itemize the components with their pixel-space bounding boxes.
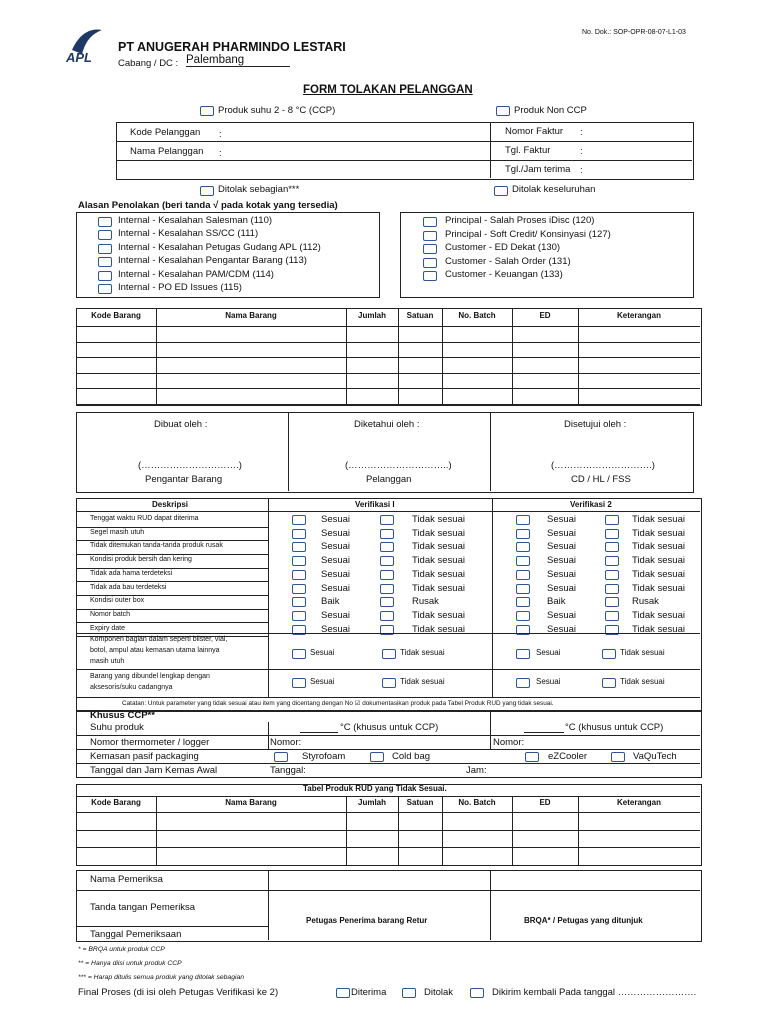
rud-table-header: Keterangan <box>616 798 662 807</box>
v2-no-checkbox[interactable] <box>605 556 619 566</box>
tgl-jam-terima-colon: : <box>580 165 583 176</box>
ccp-temp-text-v1: °C (khusus untuk CCP) <box>340 722 439 733</box>
ccp-title: Khusus CCP** <box>90 710 155 721</box>
table-rule <box>76 812 700 813</box>
ccp-nomor-v1[interactable]: Nomor: <box>270 737 302 748</box>
table-rule <box>76 326 700 327</box>
verification-desc: Tidak ditemukan tanda-tanda produk rusak <box>90 542 223 550</box>
final-accepted-checkbox[interactable] <box>336 988 350 998</box>
verification-desc: Kondisi produk bersih dan kering <box>90 556 192 564</box>
item-table-header: Nama Barang <box>225 311 277 320</box>
footnote-2: ** = Hanya diisi untuk produk CCP <box>78 960 182 967</box>
v2-ok-checkbox[interactable] <box>516 597 530 607</box>
reason-label: Internal - PO ED Issues (115) <box>118 282 242 293</box>
final-accepted-label: Diterima <box>351 987 387 998</box>
v1-no-checkbox[interactable] <box>380 611 394 621</box>
item-table-header: ED <box>539 311 551 320</box>
rud-table-header: Jumlah <box>357 798 387 807</box>
tgl-faktur-label: Tgl. Faktur <box>505 145 551 156</box>
v2-ok-label: Sesuai <box>547 527 577 539</box>
ezcooler-label: eZCooler <box>548 751 588 762</box>
examiner-sign-label: Tanda tangan Pemeriksa <box>90 902 196 913</box>
ccp-tanggal-field[interactable]: Tanggal: <box>270 765 306 776</box>
v2-no-label: Tidak sesuai <box>632 541 685 553</box>
v2-ok-label: Sesuai <box>547 555 577 567</box>
ccp-temp-field-v1[interactable] <box>300 732 338 733</box>
reason-label: Customer - Salah Order (131) <box>445 255 571 267</box>
bundle-desc-1: Barang yang dibundel lengkap dengan <box>90 673 210 680</box>
long1-v1-ok-label: Sesuai <box>310 648 335 657</box>
sign-blank-2[interactable]: (…………………………..) <box>345 460 452 471</box>
reason-label: Internal - Kesalahan Salesman (110) <box>118 215 273 226</box>
v2-no-label: Tidak sesuai <box>632 609 685 621</box>
v2-ok-checkbox[interactable] <box>516 542 530 552</box>
long1-v1-no-checkbox[interactable] <box>382 649 396 659</box>
v1-ok-checkbox[interactable] <box>292 570 306 580</box>
sign-blank-3[interactable]: (………………………….) <box>551 460 655 471</box>
v1-ok-label: Sesuai <box>321 555 351 567</box>
v2-ok-checkbox[interactable] <box>516 556 530 566</box>
reason-label: Customer - Keuangan (133) <box>445 269 563 281</box>
v2-no-label: Tidak sesuai <box>632 514 685 525</box>
styrofoam-label: Styrofoam <box>302 751 346 762</box>
rud-table-header: Nama Barang <box>225 798 277 807</box>
v1-no-checkbox[interactable] <box>380 584 394 594</box>
ccp-jam-field[interactable]: Jam: <box>466 765 487 776</box>
styrofoam-checkbox[interactable] <box>274 752 288 762</box>
table-col-rule <box>398 796 399 865</box>
v1-no-label: Tidak sesuai <box>412 623 465 635</box>
sign-blank-1[interactable]: (………………………….) <box>138 460 242 471</box>
table-col-rule <box>578 309 579 404</box>
long1-v2-no-checkbox[interactable] <box>602 649 616 659</box>
product-ccp-label: Produk suhu 2 - 8 °C (CCP) <box>218 105 336 116</box>
product-nonccp-checkbox[interactable] <box>496 106 510 116</box>
long2-v1-ok-checkbox[interactable] <box>292 678 306 688</box>
reason-checkbox[interactable] <box>98 271 112 281</box>
v2-ok-label: Sesuai <box>547 582 577 594</box>
long1-v2-no-label: Tidak sesuai <box>620 648 665 657</box>
row-rule <box>76 622 268 623</box>
table-col-rule <box>398 309 399 404</box>
table-rule <box>76 830 700 831</box>
inner-component-desc-3: masih utuh <box>90 658 125 665</box>
item-table-header: No. Batch <box>458 311 496 320</box>
reason-label: Principal - Soft Credit/ Konsinyasi (127) <box>445 228 611 240</box>
branch-value[interactable]: Palembang <box>186 54 290 67</box>
v2-no-label: Tidak sesuai <box>632 527 685 539</box>
verification-desc: Tidak ada bau terdeteksi <box>90 583 167 591</box>
verification-desc: Tidak ada hama terdeteksi <box>90 569 173 577</box>
reason-label: Customer - ED Dekat (130) <box>445 242 561 254</box>
row-rule <box>76 568 268 569</box>
row-rule <box>76 581 268 582</box>
v1-ok-label: Sesuai <box>321 609 351 621</box>
role-courier: Pengantar Barang <box>145 474 223 485</box>
v2-ok-label: Sesuai <box>547 623 577 635</box>
v1-ok-checkbox[interactable] <box>292 611 306 621</box>
v2-ok-checkbox[interactable] <box>516 584 530 594</box>
v1-ok-label: Sesuai <box>321 514 351 525</box>
table-col-rule <box>442 309 443 404</box>
table-col-rule <box>578 796 579 865</box>
v1-ok-label: Baik <box>321 596 340 608</box>
full-reject-checkbox[interactable] <box>494 186 508 196</box>
document-number: No. Dok.: SOP-OPR-08-07-L1-03 <box>582 29 686 36</box>
reasons-title: Alasan Penolakan (beri tanda √ pada kotak yang tersedia) <box>78 200 338 211</box>
table-col-rule <box>156 796 157 865</box>
v2-no-checkbox[interactable] <box>605 529 619 539</box>
long1-v2-ok-label: Sesuai <box>536 648 561 657</box>
examiner-date-label: Tanggal Pemeriksaan <box>90 929 182 940</box>
v2-ok-label: Sesuai <box>547 609 577 621</box>
table-rule <box>76 342 700 343</box>
final-returned-checkbox[interactable] <box>470 988 484 998</box>
v2-no-label: Tidak sesuai <box>632 623 685 635</box>
ccp-suhu-label: Suhu produk <box>90 722 144 733</box>
reason-label: Internal - Kesalahan Pengantar Barang (113) <box>118 255 307 267</box>
return-officer-label: Petugas Penerima barang Retur <box>306 916 428 925</box>
product-ccp-checkbox[interactable] <box>200 106 214 116</box>
item-table-header: Jumlah <box>357 311 387 320</box>
table-col-rule <box>346 796 347 865</box>
v1-no-label: Rusak <box>412 596 439 608</box>
inner-component-desc-1: Komponen bagian dalam seperti blister, vial, <box>90 636 228 643</box>
v2-no-checkbox[interactable] <box>605 584 619 594</box>
long2-v2-no-label: Tidak sesuai <box>620 677 665 686</box>
reason-checkbox[interactable] <box>98 257 112 267</box>
verification-desc: Segel masih utuh <box>90 528 145 536</box>
verification-desc: Tenggat waktu RUD dapat diterima <box>90 515 199 522</box>
partial-reject-checkbox[interactable] <box>200 186 214 196</box>
ccp-kemasan-label: Kemasan pasif packaging <box>90 751 199 762</box>
vaqutech-checkbox[interactable] <box>611 752 625 762</box>
coldbag-checkbox[interactable] <box>370 752 384 762</box>
partial-reject-label: Ditolak sebagian*** <box>218 184 300 195</box>
v2-ok-checkbox[interactable] <box>516 570 530 580</box>
v2-no-label: Rusak <box>632 596 659 608</box>
v1-no-label: Tidak sesuai <box>412 527 465 539</box>
ccp-temp-text-v2: °C (khusus untuk CCP) <box>565 722 664 733</box>
v2-no-label: Tidak sesuai <box>632 555 685 567</box>
v2-no-checkbox[interactable] <box>605 542 619 552</box>
v1-ok-checkbox[interactable] <box>292 515 306 525</box>
final-returned-label: Dikirim kembali Pada tanggal ……………………. <box>492 987 697 998</box>
v1-ok-label: Sesuai <box>321 527 351 539</box>
v1-ok-checkbox[interactable] <box>292 542 306 552</box>
verif1-header: Verifikasi I <box>355 500 395 509</box>
v2-ok-checkbox[interactable] <box>516 515 530 525</box>
v1-no-checkbox[interactable] <box>380 515 394 525</box>
known-by-label: Diketahui oleh : <box>354 419 420 430</box>
v1-ok-checkbox[interactable] <box>292 584 306 594</box>
v1-no-label: Tidak sesuai <box>412 582 465 594</box>
v1-ok-label: Sesuai <box>321 568 351 580</box>
long2-v1-ok-label: Sesuai <box>310 677 335 686</box>
reason-checkbox[interactable] <box>423 231 437 241</box>
v1-no-label: Tidak sesuai <box>412 568 465 580</box>
rud-table-header: ED <box>539 798 551 807</box>
brqa-officer-label: BRQA* / Petugas yang ditunjuk <box>524 916 643 925</box>
tgl-faktur-colon: : <box>580 146 583 157</box>
v2-no-label: Tidak sesuai <box>632 582 685 594</box>
long2-v1-no-label: Tidak sesuai <box>400 677 445 686</box>
nama-pelanggan-label: Nama Pelanggan <box>130 146 204 157</box>
company-name: PT ANUGERAH PHARMINDO LESTARI <box>118 40 346 54</box>
row-rule <box>76 595 268 596</box>
nama-pelanggan-colon: : <box>219 148 222 159</box>
v1-ok-label: Sesuai <box>321 541 351 553</box>
final-rejected-checkbox[interactable] <box>402 988 416 998</box>
v2-ok-label: Baik <box>547 596 566 608</box>
bundle-desc-2: aksesoris/suku cadangnya <box>90 684 173 691</box>
v2-no-label: Tidak sesuai <box>632 568 685 580</box>
v1-no-label: Tidak sesuai <box>412 609 465 621</box>
ezcooler-checkbox[interactable] <box>525 752 539 762</box>
item-table-header: Keterangan <box>616 311 662 320</box>
table-col-rule <box>512 309 513 404</box>
nomor-faktur-label: Nomor Faktur <box>505 126 564 137</box>
long1-v1-no-label: Tidak sesuai <box>400 648 445 657</box>
row-rule <box>76 609 268 610</box>
rud-table-header: Satuan <box>406 798 434 807</box>
coldbag-label: Cold bag <box>392 751 431 762</box>
long2-v1-no-checkbox[interactable] <box>382 678 396 688</box>
v1-no-label: Tidak sesuai <box>412 514 465 525</box>
v2-no-checkbox[interactable] <box>605 515 619 525</box>
logo-text: APL <box>66 50 92 65</box>
ccp-tanggal-label: Tanggal dan Jam Kemas Awal <box>90 765 218 776</box>
verification-desc: Nomor batch <box>90 610 131 618</box>
reason-checkbox[interactable] <box>423 258 437 268</box>
table-col-rule <box>512 796 513 865</box>
v2-ok-checkbox[interactable] <box>516 529 530 539</box>
item-table-header: Satuan <box>406 311 434 320</box>
footnote-1: * = BRQA untuk produk CCP <box>78 946 165 953</box>
v1-no-checkbox[interactable] <box>380 556 394 566</box>
row-rule <box>76 540 268 541</box>
long1-v2-ok-checkbox[interactable] <box>516 649 530 659</box>
role-approver: CD / HL / FSS <box>571 474 631 485</box>
rud-table-header: No. Batch <box>458 798 496 807</box>
full-reject-label: Ditolak keseluruhan <box>512 184 596 195</box>
table-col-rule <box>442 796 443 865</box>
form-title: FORM TOLAKAN PELANGGAN <box>303 84 473 96</box>
verification-note: Catatan: Untuk parameter yang tidak sesuai atau item yang dicentang dengan No ☑ dokumentasikan produk pada Tabel Produk RUD yang tidak sesuai. <box>122 700 554 707</box>
table-col-rule <box>156 309 157 404</box>
desc-header: Deskripsi <box>152 500 189 509</box>
rud-table-title: Tabel Produk RUD yang Tidak Sesuai. <box>303 784 447 793</box>
verification-desc: Expiry date <box>90 624 126 632</box>
reason-checkbox[interactable] <box>423 217 437 227</box>
v2-ok-label: Sesuai <box>547 541 577 553</box>
table-rule <box>76 404 700 405</box>
v2-no-checkbox[interactable] <box>605 570 619 580</box>
long2-v2-ok-checkbox[interactable] <box>516 678 530 688</box>
table-rule <box>76 796 700 797</box>
reason-checkbox[interactable] <box>98 284 112 294</box>
rud-table-header: Kode Barang <box>91 798 141 807</box>
v1-no-checkbox[interactable] <box>380 570 394 580</box>
table-rule <box>76 373 700 374</box>
row-rule <box>76 527 268 528</box>
v1-no-label: Tidak sesuai <box>412 555 465 567</box>
made-by-label: Dibuat oleh : <box>154 419 208 430</box>
item-table-header: Kode Barang <box>91 311 141 320</box>
reason-label: Internal - Kesalahan PAM/CDM (114) <box>118 268 274 280</box>
table-rule <box>76 865 700 866</box>
long2-v2-ok-label: Sesuai <box>536 677 561 686</box>
reason-label: Internal - Kesalahan Petugas Gudang APL (112) <box>118 241 321 253</box>
reason-checkbox[interactable] <box>98 230 112 240</box>
examiner-name-label: Nama Pemeriksa <box>90 874 163 885</box>
table-rule <box>76 847 700 848</box>
table-rule <box>76 388 700 389</box>
final-process-label: Final Proses (di isi oleh Petugas Verifikasi ke 2) <box>78 987 279 998</box>
product-nonccp-label: Produk Non CCP <box>514 105 587 116</box>
vaqutech-label: VaQuTech <box>633 751 677 762</box>
table-rule <box>76 357 700 358</box>
v1-no-checkbox[interactable] <box>380 529 394 539</box>
reason-label: Principal - Salah Proses iDisc (120) <box>445 215 595 226</box>
v1-ok-label: Sesuai <box>321 623 351 635</box>
reason-checkbox[interactable] <box>423 271 437 281</box>
v1-no-checkbox[interactable] <box>380 542 394 552</box>
branch-label: Cabang / DC : <box>118 58 179 69</box>
inner-component-desc-2: botol, ampul atau kemasan utama lainnya <box>90 647 220 654</box>
v1-ok-checkbox[interactable] <box>292 529 306 539</box>
v2-ok-label: Sesuai <box>547 514 577 525</box>
tgl-jam-terima-label: Tgl./Jam terima <box>505 164 571 175</box>
role-customer: Pelanggan <box>366 474 412 485</box>
v1-ok-label: Sesuai <box>321 582 351 594</box>
table-col-rule <box>346 309 347 404</box>
row-rule <box>76 554 268 555</box>
nomor-faktur-colon: : <box>580 127 583 138</box>
v2-no-checkbox[interactable] <box>605 597 619 607</box>
v1-ok-checkbox[interactable] <box>292 597 306 607</box>
v2-ok-checkbox[interactable] <box>516 611 530 621</box>
v2-no-checkbox[interactable] <box>605 611 619 621</box>
ccp-temp-field-v2[interactable] <box>524 732 564 733</box>
v1-ok-checkbox[interactable] <box>292 556 306 566</box>
reason-checkbox[interactable] <box>423 244 437 254</box>
kode-pelanggan-colon: : <box>219 129 222 140</box>
ccp-thermo-label: Nomor thermometer / logger <box>90 737 210 748</box>
reason-checkbox[interactable] <box>98 244 112 254</box>
v1-no-checkbox[interactable] <box>380 597 394 607</box>
approved-by-label: Disetujui oleh : <box>564 419 627 430</box>
verification-desc: Kondisi outer box <box>90 597 145 605</box>
ccp-nomor-v2[interactable]: Nomor: <box>493 737 525 748</box>
long1-v1-ok-checkbox[interactable] <box>292 649 306 659</box>
footnote-3: *** = Harap ditulis semua produk yang ditolak sebagian <box>78 974 245 981</box>
reason-checkbox[interactable] <box>98 217 112 227</box>
long2-v2-no-checkbox[interactable] <box>602 678 616 688</box>
kode-pelanggan-label: Kode Pelanggan <box>130 127 201 138</box>
final-rejected-label: Ditolak <box>424 987 454 998</box>
reason-label: Internal - Kesalahan SS/CC (111) <box>118 228 259 240</box>
v2-ok-label: Sesuai <box>547 568 577 580</box>
verif2-header: Verifikasi 2 <box>570 500 612 509</box>
v1-no-label: Tidak sesuai <box>412 541 465 553</box>
